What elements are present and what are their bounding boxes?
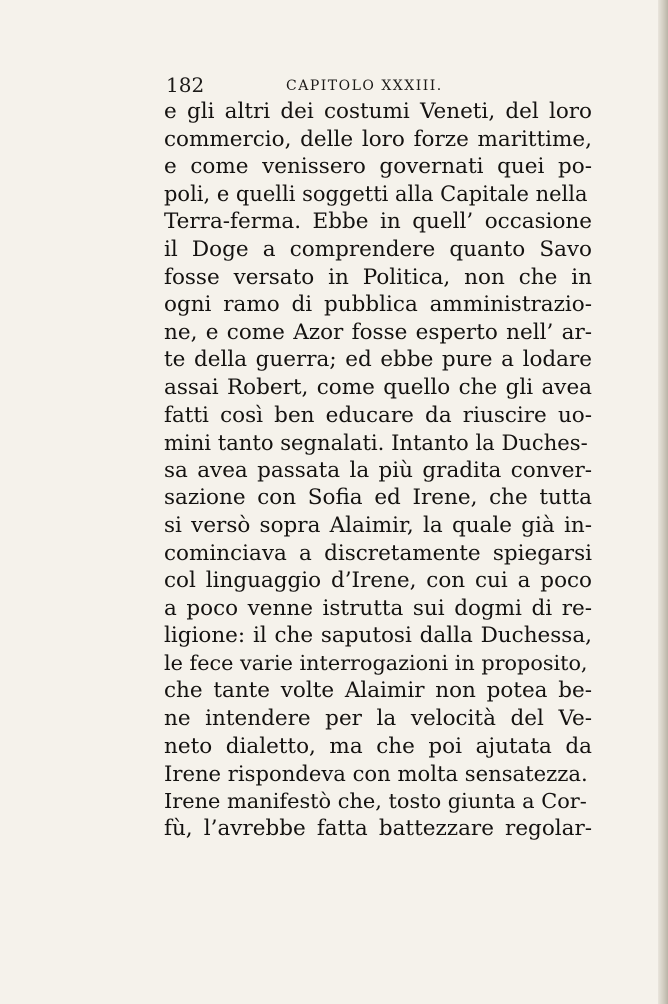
text-line: assai Robert, come quello che gli avea	[164, 374, 592, 400]
text-line: e come venissero governati quei po-	[164, 154, 592, 180]
text-line: a poco venne istrutta sui dogmi di re-	[164, 595, 592, 621]
text-line: fosse versato in Politica, non che in	[164, 264, 592, 290]
text-line: col linguaggio d’Irene, con cui a poco	[164, 568, 592, 594]
text-line: sa avea passata la più gradita conver-	[164, 457, 592, 483]
text-line: fù, l’avrebbe fatta battezzare regolar-	[164, 816, 592, 842]
text-line: Irene manifestò che, tosto giunta a Cor-	[164, 788, 587, 813]
text-line: ne intendere per la velocità del Ve-	[164, 706, 592, 732]
page-header	[166, 72, 594, 98]
text-line: sazione con Sofia ed Irene, che tutta	[164, 485, 592, 511]
running-head: CAPITOLO XXXIII.	[286, 78, 443, 94]
text-line: si versò sopra Alaimir, la quale già in-	[164, 512, 592, 538]
text-line: ligione: il che saputosi dalla Duchessa,	[164, 623, 592, 649]
text-line: mini tanto segnalati. Intanto la Duches-	[164, 430, 588, 456]
text-line: Terra-ferma. Ebbe in quell’ occasione	[164, 209, 592, 235]
text-line: e gli altri dei costumi Veneti, del loro	[164, 99, 592, 124]
text-line: le fece varie interrogazioni in proposito,	[164, 650, 588, 675]
text-line: Irene rispondeva con molta sensatezza.	[164, 761, 588, 787]
text-line: neto dialetto, ma che poi ajutata da	[164, 733, 592, 759]
text-line: commercio, delle loro forze marittime,	[164, 126, 592, 152]
text-line: cominciava a discretamente spiegarsi	[164, 540, 592, 566]
page-number: 182	[166, 73, 205, 97]
text-line: te della guerra; ed ebbe pure a lodare	[164, 347, 592, 373]
text-line: il Doge a comprendere quanto Savo	[164, 236, 592, 262]
body-text	[164, 98, 592, 843]
page-binding-edge	[658, 0, 668, 1004]
text-line: poli, e quelli soggetti alla Capitale nella	[164, 181, 588, 206]
text-line: fatti così ben educare da riuscire uo-	[164, 402, 592, 428]
text-line: ogni ramo di pubblica amministrazio-	[164, 292, 592, 318]
text-line: ne, e come Azor fosse esperto nell’ ar-	[164, 319, 592, 345]
text-line: che tante volte Alaimir non potea be-	[164, 678, 592, 704]
